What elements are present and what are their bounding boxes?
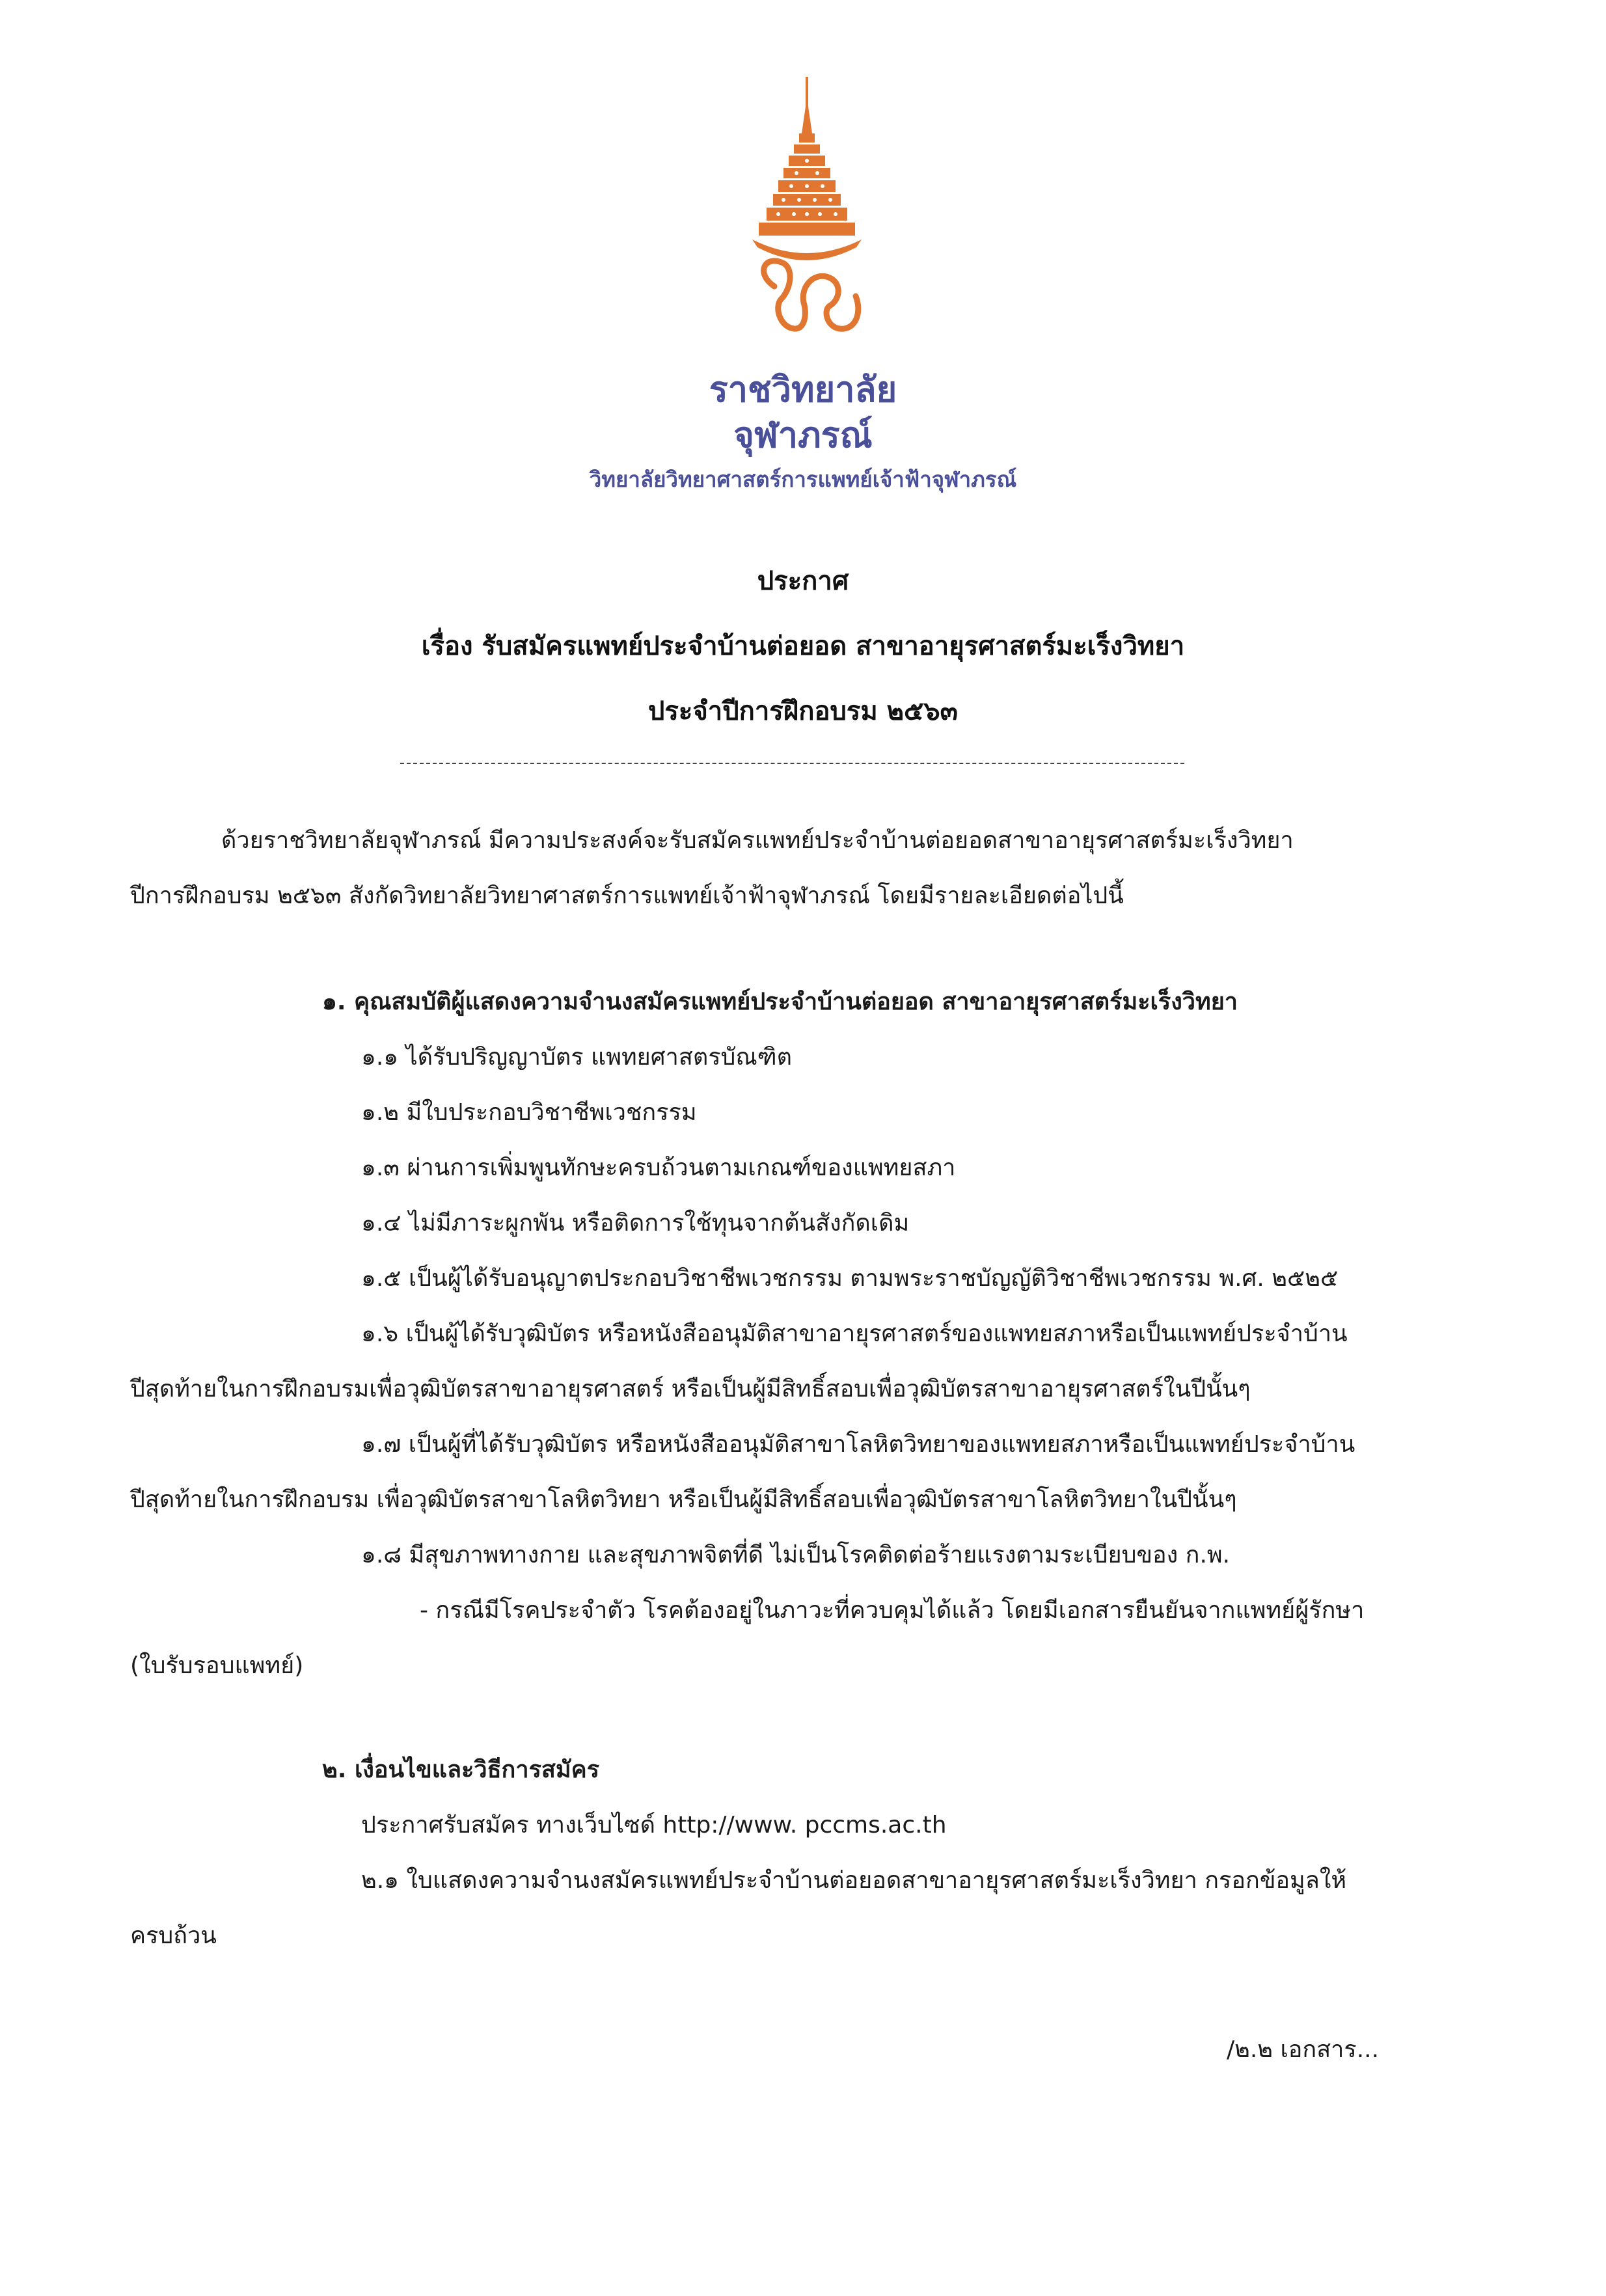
royal-crown-emblem-icon <box>729 72 885 351</box>
section1-item-continuation: ปีสุดท้ายในการฝึกอบรม เพื่อวุฒิบัตรสาขาโลหิตวิทยา หรือเป็นผู้มีสิทธิ์สอบเพื่อวุฒิบัตรสาขาโลหิตวิทยาในปีนั้นๆ <box>130 1486 1237 1513</box>
announcement-subject: เรื่อง รับสมัครแพทย์ประจำบ้านต่อยอด สาขาอายุรศาสตร์มะเร็งวิทยา <box>421 631 1185 661</box>
announcement-year: ประจำปีการฝึกอบรม ๒๕๖๓ <box>647 696 959 726</box>
section1-item: ๑.๑ ได้รับปริญญาบัตร แพทยศาสตรบัณฑิต <box>361 1044 793 1071</box>
section1-item: ๑.๖ เป็นผู้ได้รับวุฒิบัตร หรือหนังสืออนุมัติสาขาอายุรศาสตร์ของแพทยสภาหรือเป็นแพทย์ประจำบ้าน <box>361 1320 1348 1347</box>
section1-item-continuation: ปีสุดท้ายในการฝึกอบรมเพื่อวุฒิบัตรสาขาอายุรศาสตร์ หรือเป็นผู้มีสิทธิ์สอบเพื่อวุฒิบัตรสาขาอายุรศาสตร์ในปีนั้นๆ <box>130 1376 1251 1402</box>
section1-subnote-continuation: (ใบรับรอบแพทย์) <box>130 1652 304 1679</box>
intro-line-1: ด้วยราชวิทยาลัยจุฬาภรณ์ มีความประสงค์จะรับสมัครแพทย์ประจำบ้านต่อยอดสาขาอายุรศาสตร์มะเร็งวิทยา <box>221 827 1294 854</box>
org-name-line2: จุฬาภรณ์ <box>733 415 873 456</box>
page-continuation: /๒.๒ เอกสาร... <box>1227 2036 1380 2063</box>
section2-item-1: ๒.๑ ใบแสดงความจำนงสมัครแพทย์ประจำบ้านต่อยอดสาขาอายุรศาสตร์มะเร็งวิทยา กรอกข้อมูลให้ <box>361 1867 1347 1894</box>
dashed-separator <box>400 763 1184 764</box>
section1-heading: ๑. คุณสมบัติผู้แสดงความจำนงสมัครแพทย์ประจำบ้านต่อยอด สาขาอายุรศาสตร์มะเร็งวิทยา <box>322 989 1238 1015</box>
section1-item: ๑.๔ ไม่มีภาระผูกพัน หรือติดการใช้ทุนจากต้นสังกัดเดิม <box>361 1210 910 1237</box>
intro-line-2: ปีการฝึกอบรม ๒๕๖๓ สังกัดวิทยาลัยวิทยาศาสตร์การแพทย์เจ้าฟ้าจุฬาภรณ์ โดยมีรายละเอียดต่อไปนี้ <box>130 882 1124 909</box>
section1-item: ๑.๘ มีสุขภาพทางกาย และสุขภาพจิตที่ดี ไม่เป็นโรคติดต่อร้ายแรงตามระเบียบของ ก.พ. <box>361 1542 1231 1568</box>
section1-item: ๑.๒ มีใบประกอบวิชาชีพเวชกรรม <box>361 1099 697 1126</box>
section1-subnote: - กรณีมีโรคประจำตัว โรคต้องอยู่ในภาวะที่ควบคุมได้แล้ว โดยมีเอกสารยืนยันจากแพทย์ผู้รักษา <box>420 1597 1365 1624</box>
org-subname: วิทยาลัยวิทยาศาสตร์การแพทย์เจ้าฟ้าจุฬาภรณ์ <box>589 467 1017 492</box>
section1-item: ๑.๕ เป็นผู้ได้รับอนุญาตประกอบวิชาชีพเวชกรรม ตามพระราชบัญญัติวิชาชีพเวชกรรม พ.ศ. ๒๕๒๕ <box>361 1265 1339 1292</box>
section2-item-1-continuation: ครบถ้วน <box>130 1922 217 1949</box>
section2-website: ประกาศรับสมัคร ทางเว็บไซด์ http://www. pccms.ac.th <box>361 1812 947 1838</box>
section1-item: ๑.๓ ผ่านการเพิ่มพูนทักษะครบถ้วนตามเกณฑ์ของแพทยสภา <box>361 1155 956 1181</box>
section2-heading: ๒. เงื่อนไขและวิธีการสมัคร <box>322 1756 600 1783</box>
section1-item: ๑.๗ เป็นผู้ที่ได้รับวุฒิบัตร หรือหนังสืออนุมัติสาขาโลหิตวิทยาของแพทยสภาหรือเป็นแพทย์ประจำบ้าน <box>361 1431 1355 1458</box>
org-name-line1: ราชวิทยาลัย <box>709 369 897 410</box>
announcement-title: ประกาศ <box>757 566 849 596</box>
